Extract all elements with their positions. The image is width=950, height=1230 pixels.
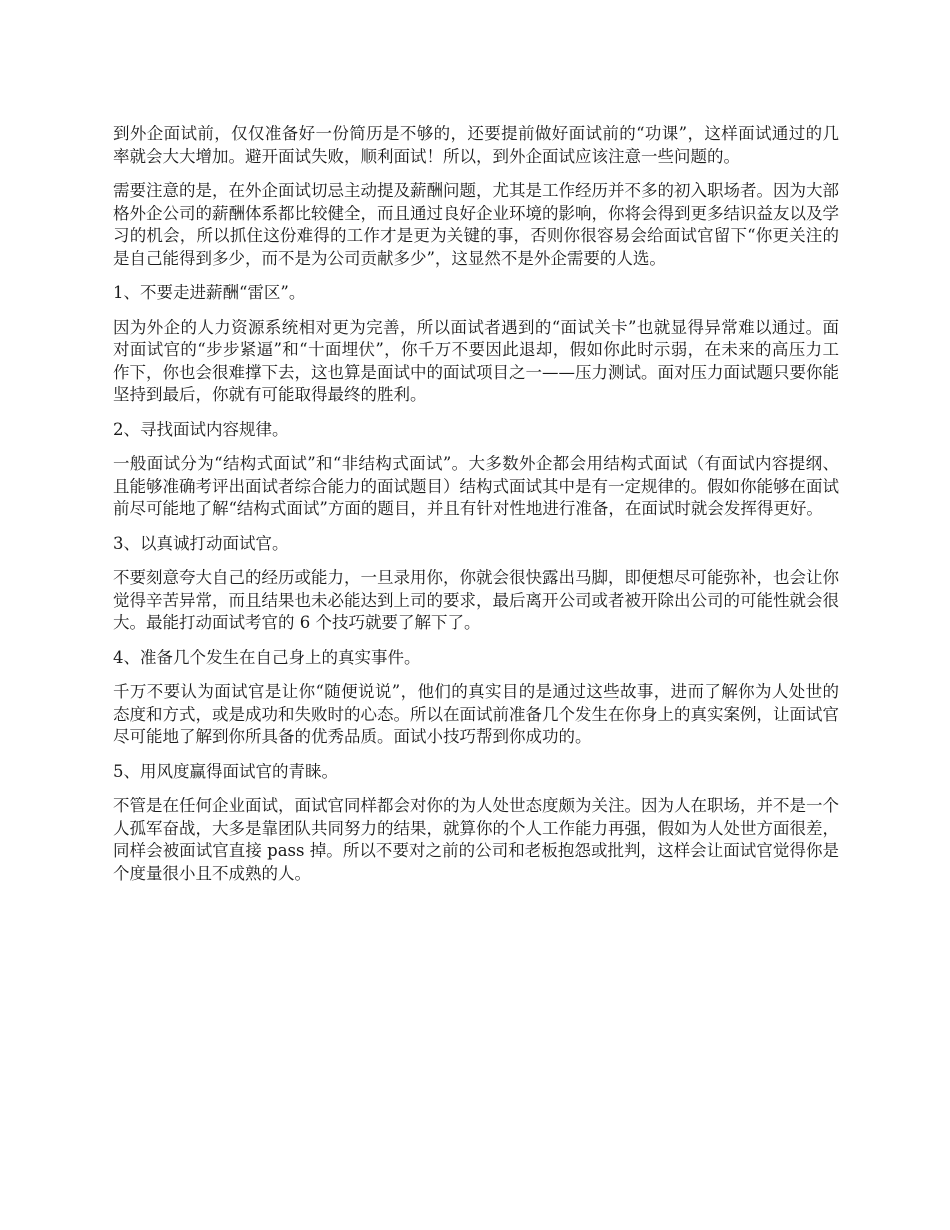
section-body-2: 一般面试分为“结构式面试”和“非结构式面试”。大多数外企都会用结构式面试（有面试内容提纲、且能够准确考评出面试者综合能力的面试题目）结构式面试其中是有一定规律的。假如你能够在面试前尽可能地了解“结构式面试”方面的题目，并且有针对性地进行准备，在面试时就会发挥得更好。 bbox=[113, 454, 839, 518]
salary-caution-paragraph: 需要注意的是，在外企面试切忌主动提及薪酬问题，尤其是工作经历并不多的初入职场者。因为大部格外企公司的薪酬体系都比较健全，而且通过良好企业环境的影响，你将会得到更多结识益友以及学习的机会，所以抓住这份难得的工作才是更为关键的事，否则你很容易会给面试官留下“你更关注的是自己能得到多少，而不是为公司贡献多少”，这显然不是外企需要的人选。 bbox=[113, 181, 839, 268]
section-body-5: 不管是在任何企业面试，面试官同样都会对你的为人处世态度颇为关注。因为人在职场，并不是一个人孤军奋战，大多是靠团队共同努力的结果，就算你的个人工作能力再强，假如为人处世方面很差，同样会被面试官直接 pass 掉。所以不要对之前的公司和老板抱怨或批判，这样会让面试官觉得你是个度量很小且不成熟的人。 bbox=[113, 796, 839, 883]
intro-paragraph: 到外企面试前，仅仅准备好一份简历是不够的，还要提前做好面试前的“功课”，这样面试通过的几率就会大大增加。避开面试失败，顺利面试！所以，到外企面试应该注意一些问题的。 bbox=[113, 124, 839, 166]
section-heading-4: 4、准备几个发生在自己身上的真实事件。 bbox=[113, 647, 421, 667]
document-body bbox=[113, 123, 839, 897]
section-heading-1: 1、不要走进薪酬“雷区”。 bbox=[113, 283, 306, 302]
section-body-1: 因为外企的人力资源系统相对更为完善，所以面试者遇到的“面试关卡”也就显得异常难以通过。面对面试官的“步步紧逼”和“十面埋伏”，你千万不要因此退却，假如你此时示弱，在未来的高压力工作下，你也会很难撑下去，这也算是面试中的面试项目之一——压力测试。面对压力面试题只要你能坚持到最后，你就有可能取得最终的胜利。 bbox=[113, 317, 839, 404]
section-heading-5: 5、用风度赢得面试官的青睐。 bbox=[113, 761, 338, 781]
section-heading-2: 2、寻找面试内容规律。 bbox=[113, 419, 289, 439]
section-body-3: 不要刻意夸大自己的经历或能力，一旦录用你，你就会很快露出马脚，即便想尽可能弥补，也会让你觉得辛苦异常，而且结果也未必能达到上司的要求，最后离开公司或者被开除出公司的可能性就会很大。最能打动面试考官的 6 个技巧就要了解下了。 bbox=[113, 568, 839, 632]
section-body-4: 千万不要认为面试官是让你“随便说说”，他们的真实目的是通过这些故事，进而了解你为人处世的态度和方式，或是成功和失败时的心态。所以在面试前准备几个发生在你身上的真实案例，让面试官尽可能地了解到你所具备的优秀品质。面试小技巧帮到你成功的。 bbox=[113, 682, 839, 746]
section-heading-3: 3、以真诚打动面试官。 bbox=[113, 533, 289, 553]
